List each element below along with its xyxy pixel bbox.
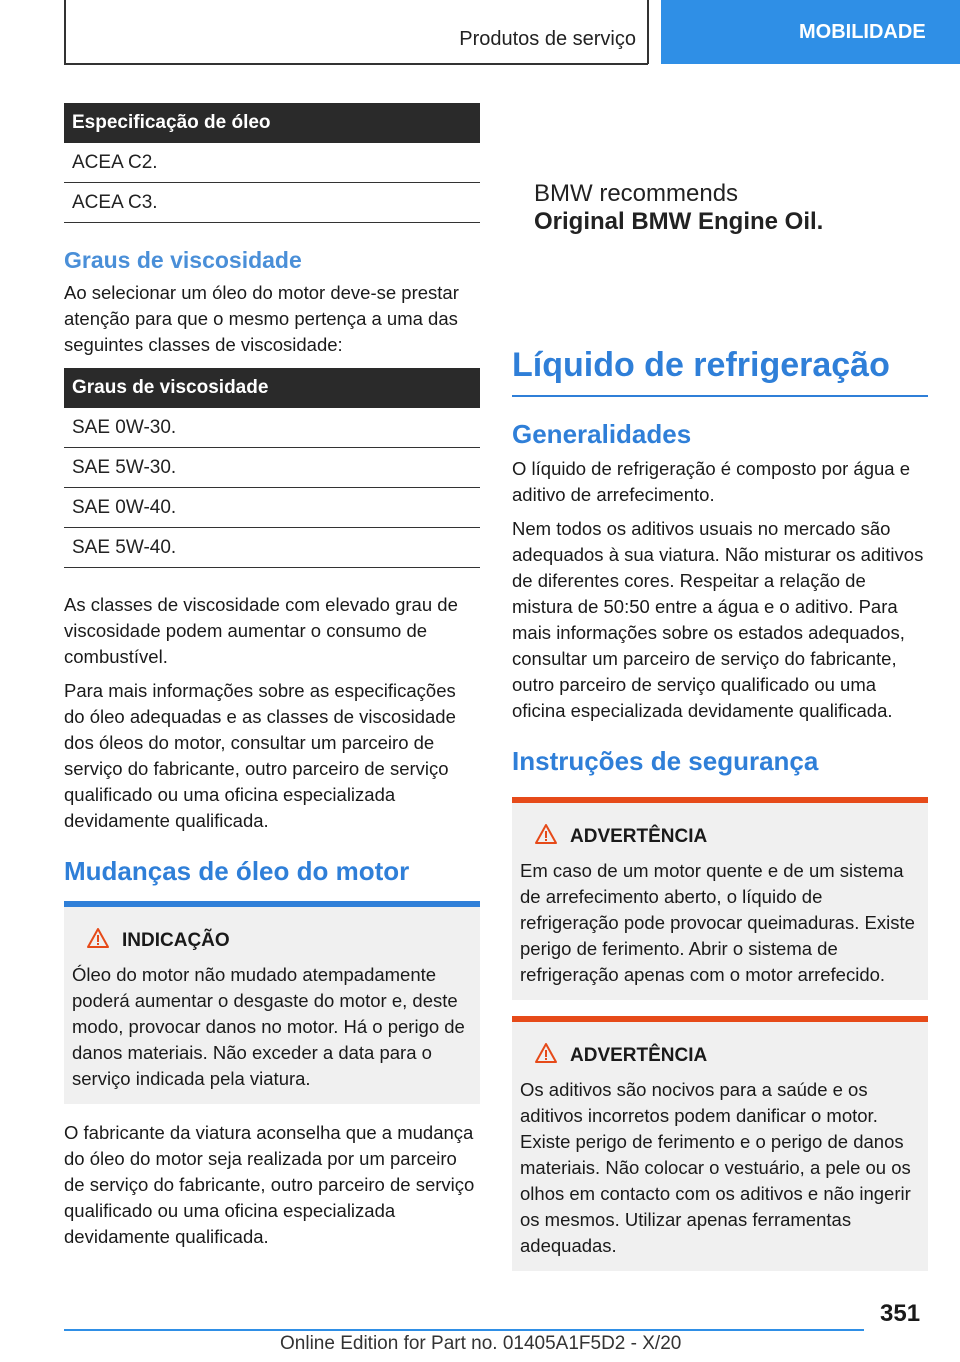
coolant-heading: Líquido de refrigeração	[512, 346, 928, 397]
left-column	[64, 103, 480, 1258]
header-line-left	[64, 0, 66, 64]
bmw-oil-logo	[534, 180, 928, 236]
warning-box-1	[512, 797, 928, 1000]
oil-spec-table-header: Especificação de óleo	[64, 103, 480, 143]
viscosity-intro: Ao selecionar um óleo do motor deve-se prestar atenção para que o mesmo pertença a uma das seguintes classes de viscosidade:	[64, 282, 459, 355]
oil-spec-row: ACEA C2.	[64, 143, 480, 183]
warning-title: ADVERTÊNCIA	[570, 825, 708, 847]
viscosity-table	[64, 368, 480, 568]
warning-triangle-icon	[86, 927, 110, 954]
general-heading: Generalidades	[512, 419, 692, 449]
notice-title: INDICAÇÃO	[122, 929, 230, 951]
safety-heading: Instruções de segurança	[512, 746, 819, 776]
footer-edition[interactable]: Online Edition for Part no. 01405A1F5D2 - X/20	[280, 1333, 682, 1354]
notice-box	[64, 907, 480, 1104]
warning-triangle-icon	[534, 1042, 558, 1069]
viscosity-row: SAE 5W-40.	[64, 528, 480, 568]
page-number: 351	[880, 1300, 921, 1327]
viscosity-row: SAE 0W-30.	[64, 408, 480, 448]
general-text-1: O líquido de refrigeração é composto por água e aditivo de arrefecimento.	[512, 458, 910, 505]
header-line-bottom	[64, 63, 648, 65]
oil-spec-table	[64, 103, 480, 223]
header-chapter-tab[interactable]: MOBILIDADE	[661, 0, 960, 64]
header-line-right	[647, 0, 649, 64]
general-text-2: Nem todos os aditivos usuais no mercado são adequados à sua viatura. Não misturar os aditivos de diferentes cores. Respeitar a relação de mistura de 50:50 entre a água e o aditivo. Para mais informações sobre os estados adequados, consultar um parceiro de serviço do fabricante, outro parceiro de serviço qualificado ou uma oficina especializada devidamente qualificada.	[512, 518, 924, 721]
warning-box-2	[512, 1016, 928, 1271]
oil-spec-row: ACEA C3.	[64, 183, 480, 223]
viscosity-row: SAE 0W-40.	[64, 488, 480, 528]
right-column	[512, 150, 928, 1287]
warning-text: Os aditivos são nocivos para a saúde e os aditivos incorretos podem danificar o motor. Existe perigo de ferimento e o perigo de danos materiais. Não colocar o vestuário, a pele ou os olhos em contacto com os aditivos e não ingerir os mesmos. Utilizar apenas ferramentas adequadas.	[520, 1079, 911, 1256]
footer-divider	[64, 1329, 864, 1331]
viscosity-table-header: Graus de viscosidade	[64, 368, 480, 408]
warning-text: Em caso de um motor quente e de um sistema de arrefecimento aberto, o líquido de refrigeração pode provocar queimaduras. Existe perigo de ferimento. Abrir o sistema de refrigeração apenas com o motor arrefecido.	[520, 860, 915, 985]
notice-text: Óleo do motor não mudado atempadamente poderá aumentar o desgaste do motor e, deste modo, provocar danos no motor. Há o perigo de danos materiais. Não exceder a data para o serviço indicada pela viatura.	[72, 964, 465, 1089]
oil-change-recommendation: O fabricante da viatura aconselha que a mudança do óleo do motor seja realizada por um parceiro de serviço do fabricante, outro parceiro de serviço qualificado ou uma oficina especializada devidamente qualificada.	[64, 1122, 475, 1247]
logo-line-2: Original BMW Engine Oil.	[534, 208, 824, 235]
logo-line-1: BMW recommends	[534, 180, 739, 207]
warning-title: ADVERTÊNCIA	[570, 1044, 708, 1066]
oil-change-heading: Mudanças de óleo do motor	[64, 856, 480, 907]
header-section-title: Produtos de serviço	[459, 28, 636, 50]
viscosity-consumption-note: As classes de viscosidade com elevado grau de viscosidade podem aumentar o consumo de combustível.	[64, 594, 458, 667]
viscosity-row: SAE 5W-30.	[64, 448, 480, 488]
viscosity-heading: Graus de viscosidade	[64, 247, 302, 273]
warning-triangle-icon	[534, 823, 558, 850]
viscosity-more-info: Para mais informações sobre as especificações do óleo adequadas e as classes de viscosidade dos óleos do motor, consultar um parceiro de serviço do fabricante, outro parceiro de serviço qualificado ou uma oficina especializada devidamente qualificada.	[64, 680, 456, 831]
